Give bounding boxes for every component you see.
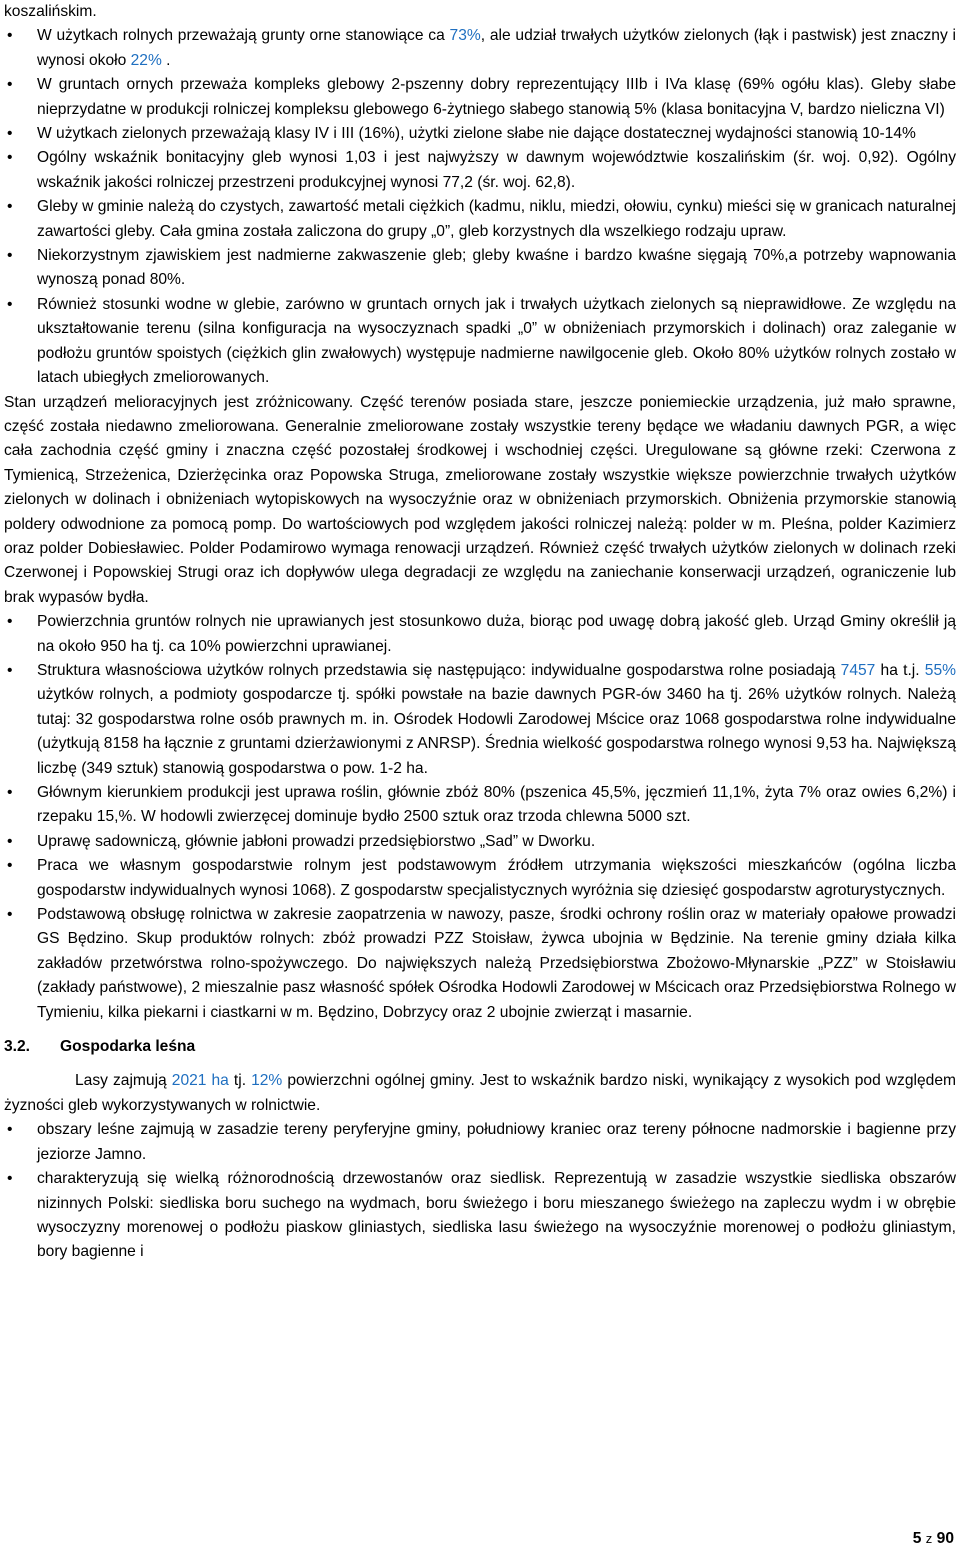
list-item [0,854,960,903]
text-run: Niekorzystnym zjawiskiem jest nadmierne zakwaszenie gleb; gleby kwaśne i bardzo kwaśne sięgają 70%,a potrzeby wapnowania wynoszą ponad 80%. [37,247,956,289]
page-current: 5 [912,1530,922,1547]
section-number: 3.2. [4,1038,31,1056]
text-run: Również stosunki wodne w glebie, zarówno w gruntach ornych jak i trwałych użytkach zielonych są nieprawidłowe. Ze względu na ukształtowanie terenu (silna konfiguracja na wysoczyznach spadki „0” w obniżeniach przymorskich i dolinach) oraz zaleganie w podłożu gruntów spoistych (ciężkich glin zwałowych) występuje nadmierne nawilgocenie gleb. Około 80% użytków rolnych zostało w latach ubiegłych zmeliorowanych. [37,295,956,387]
highlighted-value: 73% [449,27,481,45]
highlighted-value: 55% [924,661,956,679]
highlighted-value: 22% [130,51,162,69]
text-run: użytków rolnych, a podmioty gospodarcze tj. spółki powstałe na bazie dawnych PGR-ów 3460 ha tj. 26% użytków rolnych. Należą tutaj: 32 gospodarstwa rolne osób prawnych m. in. Ośrodek Hodowli Zarodowej Mścice oraz 1068 gospodarstwa rolne indywidualne (użytkują 8158 ha łącznie z gruntami dzierżawionymi z ANRSP). Średnia wielkość gospodarstwa rolnego wynosi 9,53 ha. Największą liczbę (349 sztuk) stanowią gospodarstwa o pow. 1-2 ha. [37,686,956,777]
highlighted-value: 7457 [840,661,876,679]
section-title: Gospodarka leśna [60,1038,196,1056]
list-item [0,1118,960,1167]
list-item [0,293,960,391]
agriculture-bullet-list [0,610,960,1025]
page-separator: z [925,1531,933,1546]
section-heading [0,1035,960,1059]
list-item [0,244,960,293]
text-run: Gleby w gminie należą do czystych, zawartość metali ciężkich (kadmu, niklu, miedzi, ołowiu, cynku) mieści się w granicach naturalnej zawartości gleby. Cała gmina została zaliczona do grupy „0”, gleb korzystnych dla wszelkiego rodzaju upraw. [37,198,956,240]
list-item [0,781,960,830]
soil-bullet-list [0,24,960,390]
list-item [0,146,960,195]
text-run: obszary leśne zajmują w zasadzie tereny peryferyjne gminy, południowy kraniec oraz tereny północne nadmorskie i bagienne przy jeziorze Jamno. [37,1121,956,1163]
text-run: Lasy zajmują [75,1072,172,1090]
text-run: Praca we własnym gospodarstwie rolnym jest podstawowym źródłem utrzymania większości mieszkańców (ogólna liczba gospodarstw indywidualnych wynosi 1068). Z gospodarstw specjalistycznych wyróżnia się dziesięć gospodarstw agroturystycznych. [37,857,956,899]
forest-bullet-list [0,1118,960,1264]
text-run: Głównym kierunkiem produkcji jest uprawa roślin, głównie zbóż 80% (pszenica 45,5%, jęczmień 11,1%, żyta 7% oraz owies 6,2%) i rzepaku 15,%. W hodowli zwierzęcej dominuje bydło 2500 sztuk oraz trzoda chlewna 5000 szt. [37,784,956,826]
list-item [0,610,960,659]
text-run: powierzchni ogólnej gminy. Jest to wskaźnik bardzo niski, wynikający z wysokich pod względem żyzności gleb wykorzystywanych w rolnictwie. [4,1072,957,1114]
highlighted-value: 2021 ha [171,1072,229,1090]
page-number [913,1530,954,1548]
list-item [0,1167,960,1265]
page-total: 90 [936,1530,954,1547]
continuation-line: koszalińskim. [4,3,97,20]
text-run: . [161,51,171,69]
list-item [0,195,960,244]
text-run: W użytkach rolnych przeważają grunty orne stanowiące ca [37,27,450,45]
text-run: Powierzchnia gruntów rolnych nie uprawianych jest stosunkowo duża, biorąc pod uwagę dobrą jakość gleb. Urząd Gminy określił ją na około 950 ha tj. ca 10% powierzchni uprawianej. [37,613,956,655]
list-item [0,903,960,1025]
text-run: Uprawę sadowniczą, głównie jabłoni prowadzi przedsiębiorstwo „Sad” w Dworku. [37,832,596,850]
list-item [0,24,960,73]
text-run: Struktura własnościowa użytków rolnych przedstawia się następująco: indywidualne gospodarstwa rolne posiadają [37,661,841,679]
text-run: ha t.j. [875,661,925,679]
text-run: W gruntach ornych przeważa kompleks glebowy 2-pszenny dobry reprezentujący IIIb i IVa klasę (69% ogółu klas). Gleby słabe nieprzydatne w produkcji rolniczej kompleksu glebowego 6-żytniego słabego stanowią 5% (klasa bonitacyjna V, bardzo nieliczna VI) [37,76,956,118]
text-run: W użytkach zielonych przeważają klasy IV i III (16%), użytki zielone słabe nie dające dostatecznej wydajności stanowią 10-14% [37,125,916,143]
text-run: Podstawową obsługę rolnictwa w zakresie zaopatrzenia w nawozy, pasze, środki ochrony roślin oraz w materiały opałowe prowadzi GS Będzino. Skup produktów rolnych: zbóż prowadzi PZZ Stoisław, żywca ubojnia w Będzinie. Na terenie gminy działa kilka zakładów przetwórstwa rolno-spożywczego. Do największych należą Przedsiębiorstwa Zbożowo-Młynarskie „PZZ” w Stoisławiu (zakłady państwowe), 2 mieszalnie pasz własność spółek Ośrodka Hodowli Zarodowej w Mścicach oraz Przedsiębiorstwa Rolnego w Tymieniu, kilka piekarni i ciastkarni w m. Będzino, Dobrzycy oraz 2 ubojnie zwierząt i masarnie. [37,906,956,1021]
melioration-paragraph: Stan urządzeń melioracyjnych jest zróżnicowany. Część terenów posiada stare, jeszcze poniemieckie urządzenia, już mało sprawne, część została niedawno zmeliorowana. Generalnie zmeliorowane zostały wszystkie tereny będące we władaniu dawnych PGR, a więc cała zachodnia część gminy i znaczna część pozostałej środkowej i wschodniej części. Uregulowane są główne rzeki: Czerwona z Tymienicą, Strzeżenica, Dzierżęcinka oraz Popowska Struga, zmeliorowane zostały wszystkie większe powierzchnie trwałych użytków zielonych w dolinach i obniżeniach wytopiskowych na wysoczyźnie oraz w obniżeniach przymorskich. Obniżenia przymorskie stanowią poldery odwodnione za pomocą pomp. Do wartościowych pod względem jakości rolniczej należą: polder w m. Pleśna, polder Kazimierz oraz polder Dobiesławiec. Polder Podamirowo wymaga renowacji urządzeń. Również część trwałych użytków zielonych w dolinach rzeki Czerwonej i Popowskiej Strugi oraz ich dopływów ulega degradacji ze względu na zaniechanie konserwacji urządzeń, ograniczenie lub brak wypasów bydła. [4,393,956,606]
text-run: Ogólny wskaźnik bonitacyjny gleb wynosi 1,03 i jest najwyższy w dawnym województwie koszalińskim (śr. woj. 0,92). Ogólny wskaźnik jakości rolniczej przestrzeni produkcyjnej wynosi 77,2 (śr. woj. 62,8). [37,149,956,191]
highlighted-value: 12% [251,1072,283,1090]
list-item [0,73,960,122]
forest-lead-paragraph [0,1059,960,1118]
list-item [0,122,960,146]
text-run: charakteryzują się wielką różnorodnością drzewostanów oraz siedlisk. Reprezentują w zasadzie wszystkie siedliska obszarów nizinnych Polski: siedliska boru suchego na wydmach, boru świeżego i boru mieszanego świeżego na zapleczu wydm i w obrębie wysoczyzny morenowej o podłożu piaskow gliniastych, siedliska lasu świeżego na wysoczyźnie morenowej o podłożu gliniastym, bory bagienne i [37,1170,956,1261]
list-item [0,830,960,854]
text-run: , ale udział trwałych użytków zielonych (łąk i pastwisk) jest znaczny i wynosi około [37,27,957,69]
list-item [0,659,960,781]
text-run: tj. [228,1072,252,1090]
